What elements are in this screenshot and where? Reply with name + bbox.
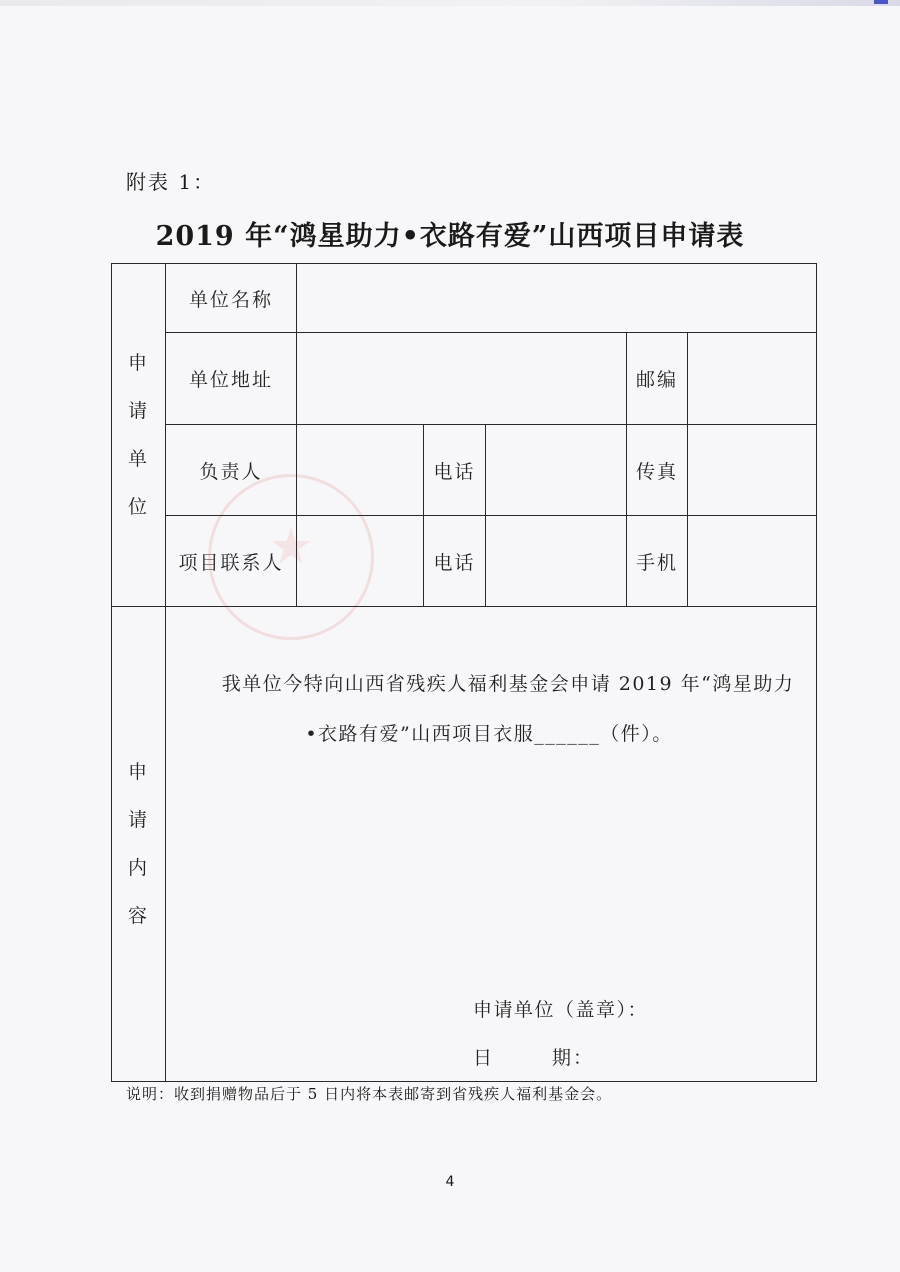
phone-field-2[interactable]	[486, 516, 627, 607]
mobile-field[interactable]	[688, 516, 817, 607]
project-contact-label: 项目联系人	[166, 516, 297, 607]
project-contact-field[interactable]	[297, 516, 424, 607]
phone-field-1[interactable]	[486, 425, 627, 516]
unit-name-field[interactable]	[297, 264, 817, 333]
postcode-label: 邮编	[627, 333, 688, 425]
date-label-day: 日	[473, 1047, 495, 1069]
phone-label-2: 电话	[424, 516, 486, 607]
date-label-period: 期：	[552, 1047, 595, 1069]
page-number: 4	[445, 1174, 455, 1190]
scan-top-edge	[0, 0, 900, 6]
unit-address-label: 单位地址	[166, 333, 297, 425]
application-form-table	[111, 263, 817, 1082]
fax-label: 传真	[627, 425, 688, 516]
postcode-field[interactable]	[688, 333, 817, 425]
person-in-charge-label: 负责人	[166, 425, 297, 516]
date-line	[473, 1043, 594, 1070]
scan-blue-mark	[874, 0, 888, 4]
phone-label-1: 电话	[424, 425, 486, 516]
application-text: 我单位今特向山西省残疾人福利基金会申请 2019 年“鸿星助力•衣路有爱”山西项目衣服______（件）。	[221, 673, 795, 745]
unit-address-field[interactable]	[297, 333, 627, 425]
form-title: 2019 年“鸿星助力•衣路有爱”山西项目申请表	[155, 221, 745, 252]
form-note: 说明：收到捐赠物品后于 5 日内将本表邮寄到省残疾人福利基金会。	[126, 1085, 613, 1103]
unit-name-label: 单位名称	[166, 264, 297, 333]
signature-line: 申请单位（盖章）：	[473, 999, 649, 1021]
section-content-label: 申 请 内 容	[112, 607, 166, 1082]
person-in-charge-field[interactable]	[297, 425, 424, 516]
section-applicant-label: 申 请 单 位	[112, 264, 166, 607]
mobile-label: 手机	[627, 516, 688, 607]
fax-field[interactable]	[688, 425, 817, 516]
appendix-label: 附表 1：	[126, 170, 216, 194]
application-content-cell	[166, 607, 817, 1082]
